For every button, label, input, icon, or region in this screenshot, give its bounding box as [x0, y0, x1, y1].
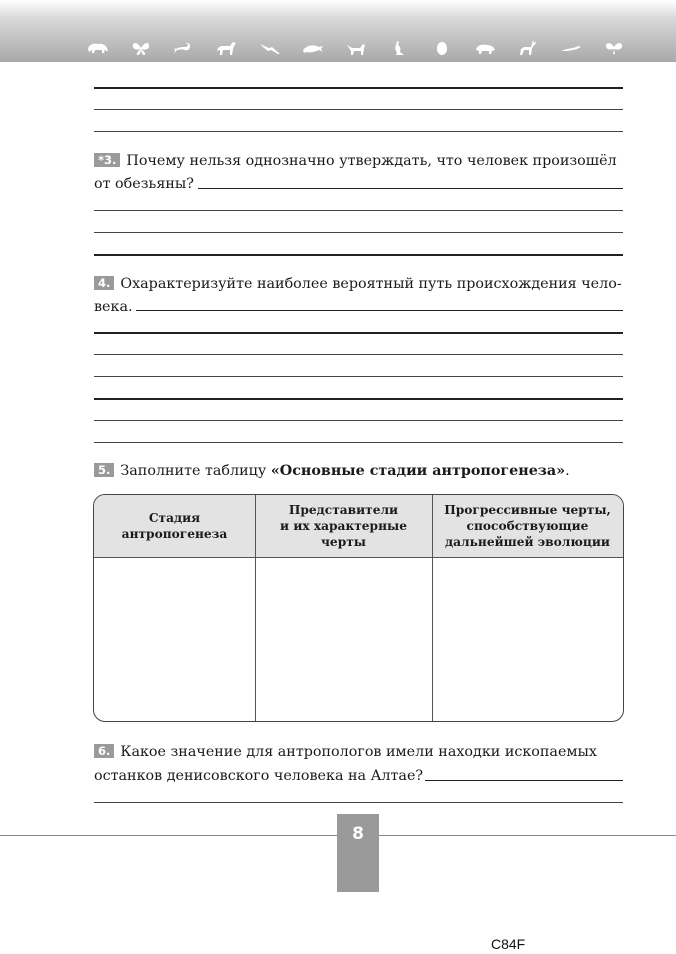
answer-line[interactable] — [94, 131, 623, 132]
question-text-end: . — [565, 463, 570, 479]
question-6-continued — [94, 767, 423, 785]
table-title: «Основные стадии антропогенеза» — [270, 463, 566, 479]
dolphin-icon — [301, 39, 325, 57]
butterfly-icon — [129, 39, 153, 57]
question-text: Почему нельзя однозначно утверждать, что человек произошёл — [126, 153, 617, 169]
answer-fill-line[interactable] — [136, 310, 623, 311]
answer-line[interactable] — [94, 254, 623, 256]
answer-fill-line[interactable] — [198, 188, 623, 189]
answer-line[interactable] — [94, 87, 623, 89]
answer-line[interactable] — [94, 210, 623, 211]
answer-line[interactable] — [94, 398, 623, 400]
table-header-representatives: Представители и их характерные черты — [280, 503, 407, 549]
horse-icon — [215, 39, 239, 57]
beetle-icon — [430, 39, 454, 57]
page-number: 8 — [352, 824, 364, 844]
question-3 — [94, 152, 617, 170]
boar-icon — [473, 39, 497, 57]
answer-line[interactable] — [94, 442, 623, 443]
lizard-icon — [559, 39, 583, 57]
page-number-tab — [337, 814, 379, 892]
question-5 — [94, 462, 570, 480]
answer-line[interactable] — [94, 109, 623, 110]
wolf-icon — [344, 39, 368, 57]
answer-line[interactable] — [94, 232, 623, 233]
question-3-continued — [94, 175, 194, 193]
answer-line[interactable] — [94, 332, 623, 334]
question-6 — [94, 743, 597, 761]
table-cell-progressive-traits[interactable] — [433, 558, 623, 721]
question-number-badge: *3. — [94, 153, 120, 167]
moth-icon — [602, 39, 626, 57]
question-text: Какое значение для антропологов имели находки ископаемых — [120, 744, 597, 760]
question-number-badge: 6. — [94, 744, 114, 758]
document-code: C84F — [491, 936, 526, 952]
animal-icon-strip — [86, 37, 626, 59]
question-number-badge: 5. — [94, 463, 114, 477]
anthropogenesis-table — [93, 494, 624, 722]
question-text: Заполните таблицу — [120, 463, 271, 479]
kangaroo-icon — [387, 39, 411, 57]
bison-icon — [86, 39, 110, 57]
question-number-badge: 4. — [94, 276, 114, 290]
question-text: останков денисовского человека на Алтае? — [94, 768, 424, 784]
table-cell-stage[interactable] — [94, 558, 255, 721]
table-header-stage: Стадия антропогенеза — [121, 511, 228, 541]
question-text: Охарактеризуйте наиболее вероятный путь происхождения чело- — [120, 276, 622, 292]
header-band — [0, 0, 676, 62]
question-text: века. — [94, 299, 133, 315]
answer-line[interactable] — [94, 420, 623, 421]
answer-line[interactable] — [94, 376, 623, 377]
answer-line[interactable] — [94, 354, 623, 355]
bird-icon — [258, 39, 282, 57]
answer-line[interactable] — [94, 802, 623, 803]
scorpion-icon — [172, 39, 196, 57]
table-header-progressive-traits: Прогрессивные черты, способствующие дальнейшей эволюции — [444, 503, 611, 549]
deer-icon — [516, 39, 540, 57]
question-text: от обезьяны? — [94, 176, 194, 192]
answer-fill-line[interactable] — [425, 780, 623, 781]
question-4-continued — [94, 298, 133, 316]
table-cell-representatives[interactable] — [256, 558, 432, 721]
question-4 — [94, 275, 622, 293]
